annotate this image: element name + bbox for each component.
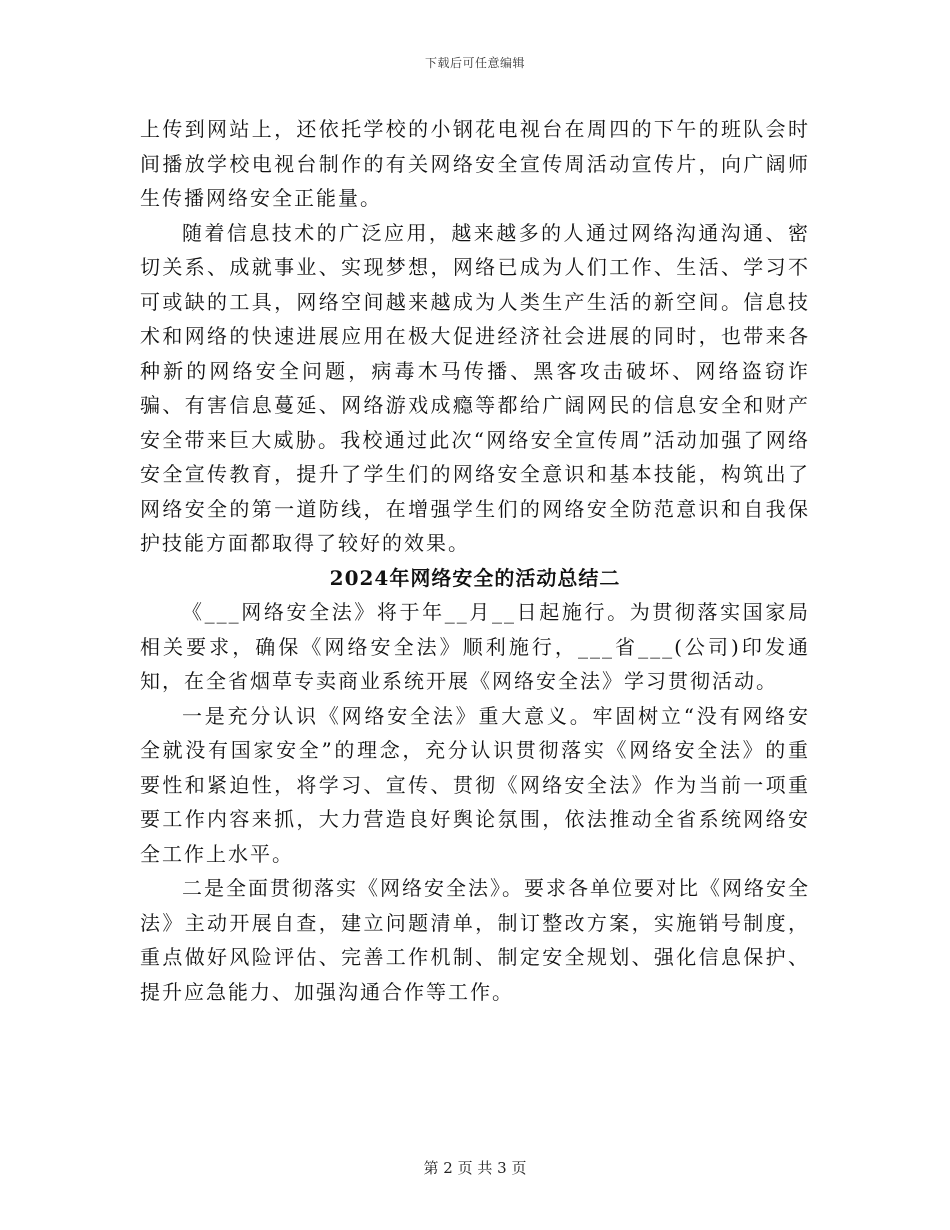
- paragraph-summary: 随着信息技术的广泛应用，越来越多的人通过网络沟通沟通、密切关系、成就事业、实现梦想，网络已成为人们工作、生活、学习不可或缺的工具，网络空间越来越成为人类生产生活的新空间。信息技术和网络的快速进展应用在极大促进经济社会进展的同时，也带来各种新的网络安全问题，病毒木马传播、黑客攻击破坏、网络盗窃诈骗、有害信息蔓延、网络游戏成瘾等都给广阔网民的信息安全和财产安全带来巨大威胁。我校通过此次“网络安全宣传周”活动加强了网络安全宣传教育，提升了学生们的网络安全意识和基本技能，构筑出了网络安全的第一道防线，在增强学生们的网络安全防范意识和自我保护技能方面都取得了较好的效果。: [140, 220, 810, 555]
- paragraph-point-one: 一是充分认识《网络安全法》重大意义。牢固树立“没有网络安全就没有国家安全”的理念，充分认识贯彻落实《网络安全法》的重要性和紧迫性，将学习、宣传、贯彻《网络安全法》作为当前一项重要工作内容来抓，大力营造良好舆论氛围，依法推动全省系统网络安全工作上水平。: [140, 703, 810, 866]
- section-title: 2024年网络安全的活动总结二: [329, 565, 621, 590]
- page-indicator: 第 2 页 共 3 页: [423, 1159, 527, 1177]
- paragraph-continuation: 上传到网站上，还依托学校的小钢花电视台在周四的下午的班队会时间播放学校电视台制作的有关网络安全宣传周活动宣传片，向广阔师生传播网络安全正能量。: [140, 117, 810, 210]
- paragraph-point-two: 二是全面贯彻落实《网络安全法》。要求各单位要对比《网络安全法》主动开展自查，建立问题清单，制订整改方案，实施销号制度，重点做好风险评估、完善工作机制、制定安全规划、强化信息保护、提升应急能力、加强沟通合作等工作。: [140, 876, 810, 1004]
- header-note: 下载后可任意编辑: [424, 56, 525, 70]
- document-body: [140, 112, 810, 1009]
- paragraph-intro: 《___网络安全法》将于年__月__日起施行。为贯彻落实国家局相关要求，确保《网络安全法》顺利施行，___省___(公司)印发通知，在全省烟草专卖商业系统开展《网络安全法》学习贯彻活动。: [140, 600, 810, 693]
